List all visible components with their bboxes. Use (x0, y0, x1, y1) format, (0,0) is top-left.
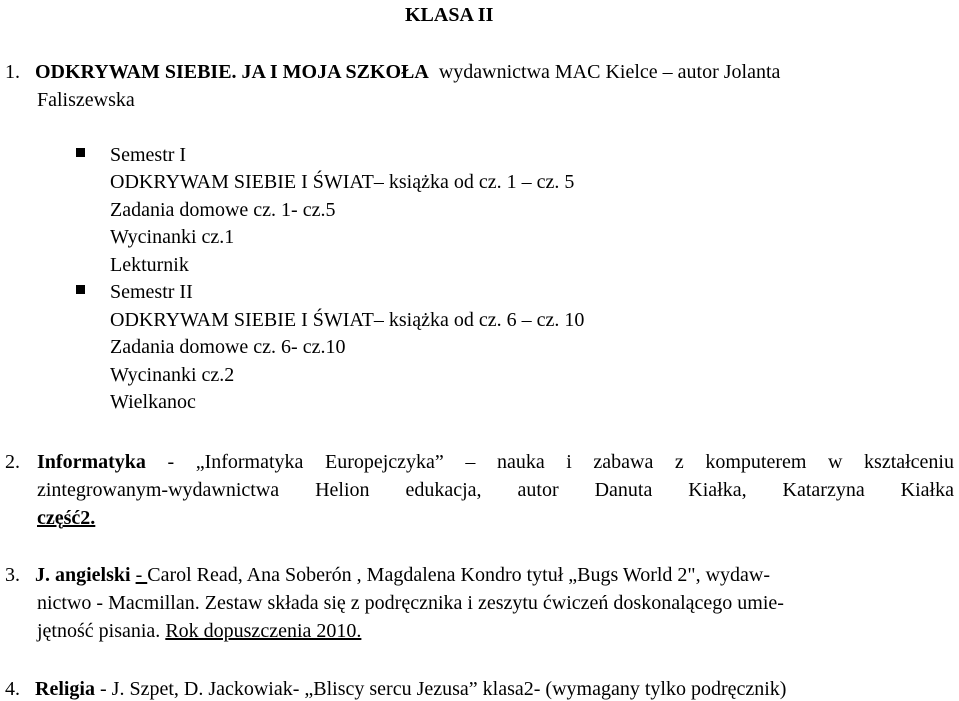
item-3-line-1 (5, 563, 770, 587)
semester-1-homework: Zadania domowe cz. 1- cz.5 (110, 199, 336, 221)
item-2-line-2 (37, 478, 954, 502)
item-2-word: i (566, 451, 572, 473)
item-2-part: część2. (37, 507, 96, 529)
item-2-word: Danuta (594, 479, 653, 501)
item-1-number: 1. (5, 61, 20, 83)
semester-1-book-parts: – książka od cz. 1 – cz. 5 (373, 171, 575, 193)
item-2-word: – (465, 451, 476, 473)
item-3-dash: - (135, 564, 148, 586)
semester-2-cutouts: Wycinanki cz.2 (110, 364, 235, 386)
item-2-word: nauka (496, 451, 545, 473)
item-1-publisher: wydawnictwa MAC Kielce – autor Jolanta (438, 61, 781, 83)
item-4-subject: Religia (35, 678, 95, 700)
semester-2-book (110, 308, 584, 332)
item-3-approval-year: Rok dopuszczenia 2010. (165, 620, 362, 642)
item-2-word: z (674, 451, 684, 473)
semester-2-homework: Zadania domowe cz. 6- cz.10 (110, 336, 346, 358)
item-2-word: Katarzyna (782, 479, 865, 501)
item-1-heading (5, 60, 780, 84)
semester-2-book-parts: – książka od cz. 6 – cz. 10 (373, 309, 585, 331)
semester-2-easter: Wielkanoc (110, 391, 196, 413)
item-1-publisher-cont: Faliszewska (37, 89, 135, 111)
item-2-word: w (828, 451, 843, 473)
item-3-skill: jętność pisania. (37, 620, 166, 642)
item-2-word: autor (517, 479, 559, 501)
item-3-line-2: nictwo - Macmillan. Zestaw składa się z podręcznika i zeszytu ćwiczeń doskonalącego umie- (37, 592, 784, 614)
item-2-subject: Informatyka (37, 451, 146, 473)
semester-1-cutouts: Wycinanki cz.1 (110, 226, 235, 248)
page-title: KLASA II (405, 4, 494, 26)
semester-1-label: Semestr I (110, 144, 187, 166)
semester-2-label: Semestr II (110, 281, 193, 303)
item-2-word: edukacja, (405, 479, 482, 501)
semester-2-book-title: ODKRYWAM SIEBIE I ŚWIAT (110, 309, 374, 331)
item-2-word: kształceniu (864, 451, 954, 473)
item-2-word: - (167, 451, 175, 473)
semester-1-reader: Lekturnik (110, 254, 189, 276)
item-3-authors: Carol Read, Ana Soberón , Magdalena Kondro tytuł „Bugs World 2", wydaw- (147, 564, 770, 586)
item-3-line-3 (37, 619, 361, 643)
item-2-word: Europejczyka” (324, 451, 444, 473)
item-4-number: 4. (5, 678, 20, 700)
item-3-subject: J. angielski (35, 564, 131, 586)
item-2-word: Helion (315, 479, 370, 501)
item-4-details: - J. Szpet, D. Jackowiak- „Bliscy sercu Jezusa” klasa2- (wymagany tylko podręcznik) (100, 678, 787, 700)
semester-1-book (110, 170, 574, 194)
item-2-number: 2. (5, 451, 20, 473)
item-4-line (5, 677, 786, 701)
item-2-word: zabawa (593, 451, 654, 473)
semester-1-book-title: ODKRYWAM SIEBIE I ŚWIAT (110, 171, 374, 193)
item-2-word: zintegrowanym-wydawnictwa (37, 479, 280, 501)
item-2-line-1 (37, 450, 954, 474)
item-2-word: Kiałka, (688, 479, 747, 501)
item-2-word: „Informatyka (195, 451, 304, 473)
bullet-icon (76, 285, 85, 294)
item-3-number: 3. (5, 564, 20, 586)
item-2-word: komputerem (705, 451, 807, 473)
item-1-title: ODKRYWAM SIEBIE. JA I MOJA SZKOŁA (35, 61, 429, 83)
item-2-word: Kiałka (900, 479, 954, 501)
bullet-icon (76, 148, 85, 157)
